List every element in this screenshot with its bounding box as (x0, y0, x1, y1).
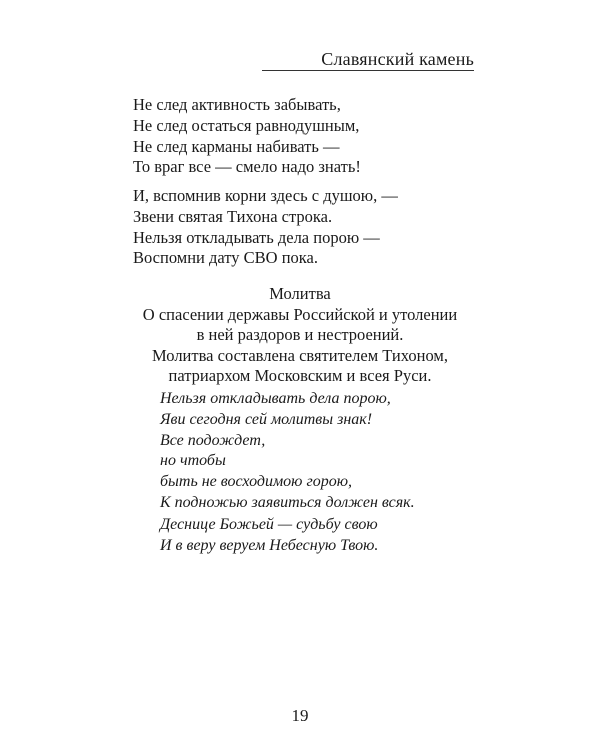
verse-line: И, вспомнив корни здесь с душою, — (133, 186, 398, 205)
verse-line: но чтобы (160, 452, 226, 470)
stanza-2 (133, 186, 398, 269)
verse-line: Не след активность забывать, (133, 95, 341, 114)
verse-line: То враг все — смело надо знать! (133, 157, 361, 177)
verse-line: быть не восходимою горою, (160, 473, 352, 491)
stanza-1 (133, 95, 361, 178)
italic-stanza-2 (160, 515, 378, 557)
prayer-subtitle-line: Молитва составлена святителем Тихоном, (152, 345, 448, 365)
verse-line: Нельзя откладывать дела порою — (133, 227, 380, 247)
header-rule (262, 70, 474, 71)
running-title: Славянский камень (321, 49, 474, 69)
verse-line: И в веру веруем Небесную Твою. (160, 536, 379, 554)
verse-line: Воспомни дату СВО пока. (133, 248, 318, 268)
verse-line: Не след остаться равнодушным, (133, 115, 360, 135)
prayer-title: Молитва (269, 284, 331, 303)
verse-line: Звени святая Тихона строка. (133, 206, 333, 226)
prayer-subtitle-line: в ней раздоров и нестроений. (196, 325, 404, 344)
verse-line: Нельзя откладывать дела порою, (160, 390, 391, 407)
verse-line: Все подождет, (160, 431, 266, 449)
verse-line: К подножью заявиться должен всяк. (160, 493, 415, 511)
verse-line: Яви сегодня сей молитвы знак! (160, 410, 373, 428)
page-number: 19 (291, 706, 309, 725)
prayer-heading (0, 284, 600, 387)
verse-line: Деснице Божьей — судьбу свою (160, 516, 378, 533)
verse-line: Не след карманы набивать — (133, 136, 340, 156)
prayer-subtitle-line: патриархом Московским и всея Руси. (168, 366, 432, 385)
italic-stanza-1 (160, 389, 415, 514)
prayer-subtitle-line: О спасении державы Российской и утолении (142, 304, 458, 324)
